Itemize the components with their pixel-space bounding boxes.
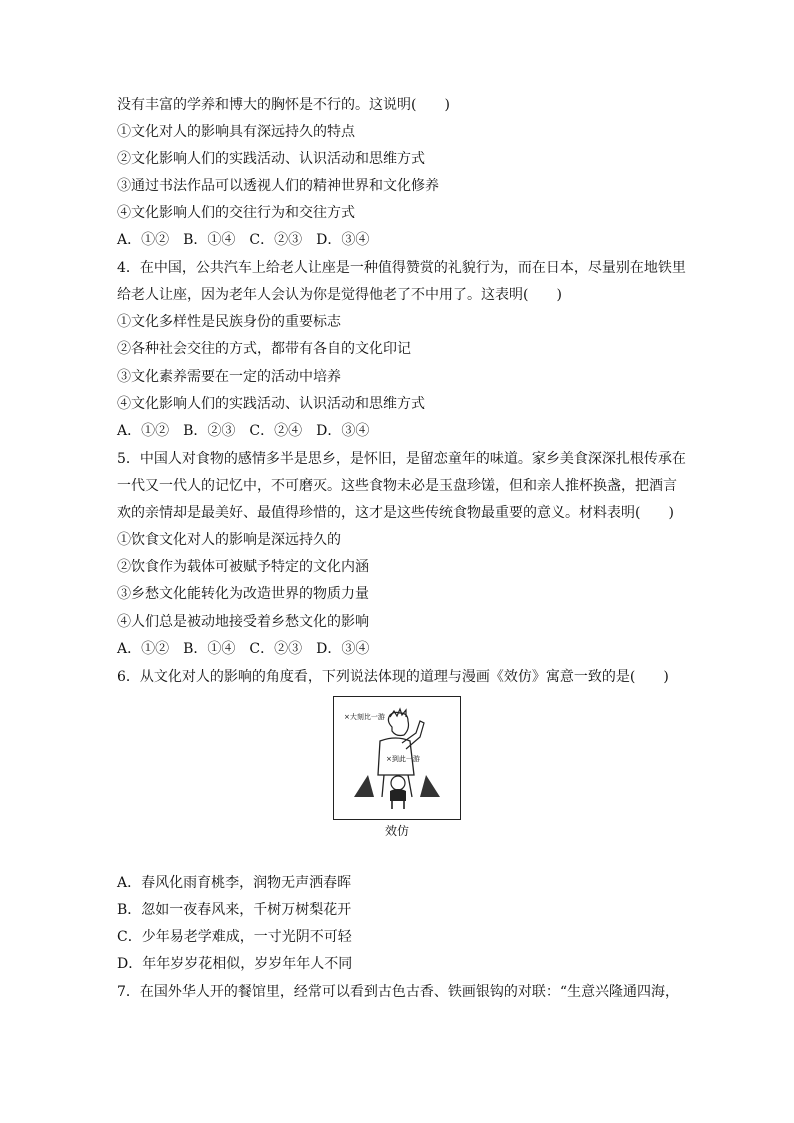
option-line: ③乡愁文化能转化为改造世界的物质力量 xyxy=(117,586,369,602)
option-line: ④人们总是被动地接受着乡愁文化的影响 xyxy=(117,614,369,630)
wall-scribble: ×大刻比一游 xyxy=(344,713,385,721)
option-line: ②文化影响人们的实践活动、认识活动和思维方式 xyxy=(117,151,425,167)
question-4-text: 4．在中国，公共汽车上给老人让座是一种值得赞赏的礼貌行为，而在日本，尽量别在地铁里 xyxy=(117,260,686,276)
question-5-text: 一代又一代人的记忆中，不可磨灭。这些食物未必是玉盘珍馐，但和亲人推杯换盏，把酒言 xyxy=(117,478,677,494)
option-line: C．少年易老学难成，一寸光阴不可轻 xyxy=(117,929,352,945)
option-line: ①文化对人的影响具有深远持久的特点 xyxy=(117,124,355,140)
option-line: A．春风化雨育桃李，润物无声洒春晖 xyxy=(117,875,352,891)
question-6-text: 6．从文化对人的影响的角度看，下列说法体现的道理与漫画《效仿》寓意一致的是( ) xyxy=(117,669,669,685)
cartoon-illustration xyxy=(334,697,459,818)
answer-choices: A．①② B．①④ C．②③ D．③④ xyxy=(117,641,370,657)
answer-choices: A．①② B．②③ C．②④ D．③④ xyxy=(117,423,370,439)
option-line: ②饮食作为载体可被赋予特定的文化内涵 xyxy=(117,559,369,575)
text-line: 没有丰富的学养和博大的胸怀是不行的。这说明( ) xyxy=(117,97,450,113)
cartoon-figure xyxy=(333,696,461,820)
shirt-scribble: ×到此一游 xyxy=(386,755,420,763)
question-4-text: 给老人让座，因为老年人会认为你是觉得他老了不中用了。这表明( ) xyxy=(117,287,562,303)
option-line: ①文化多样性是民族身份的重要标志 xyxy=(117,314,341,330)
question-5-text: 5．中国人对食物的感情多半是思乡，是怀旧，是留恋童年的味道。家乡美食深深扎根传承在 xyxy=(117,451,686,467)
option-line: ④文化影响人们的实践活动、认识活动和思维方式 xyxy=(117,396,425,412)
option-line: ③文化素养需要在一定的活动中培养 xyxy=(117,369,341,385)
option-line: D．年年岁岁花相似，岁岁年年人不同 xyxy=(117,956,353,972)
option-line: ④文化影响人们的交往行为和交往方式 xyxy=(117,205,355,221)
answer-choices: A．①② B．①④ C．②③ D．③④ xyxy=(117,232,370,248)
option-line: B．忽如一夜春风来，千树万树梨花开 xyxy=(117,902,352,918)
question-5-text: 欢的亲情却是最美好、最值得珍惜的，这才是这些传统食物最重要的意义。材料表明( ) xyxy=(117,505,674,521)
question-7-text: 7．在国外华人开的餐馆里，经常可以看到古色古香、铁画银钩的对联：“生意兴隆通四海， xyxy=(117,984,680,1000)
option-line: ②各种社会交往的方式，都带有各自的文化印记 xyxy=(117,341,411,357)
option-line: ①饮食文化对人的影响是深远持久的 xyxy=(117,532,341,548)
option-line: ③通过书法作品可以透视人们的精神世界和文化修养 xyxy=(117,178,439,194)
figure-caption: 效仿 xyxy=(384,824,409,838)
